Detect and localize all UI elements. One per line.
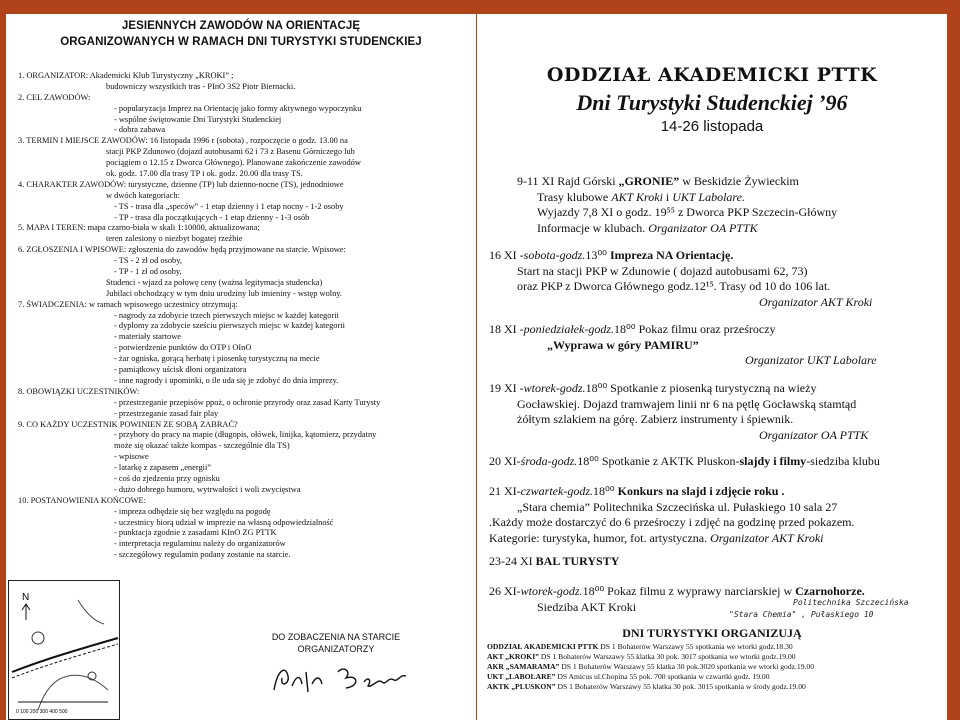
event-item — [477, 174, 947, 236]
event-text: Czarnohorze. — [795, 584, 865, 598]
event-line — [477, 338, 947, 354]
event-text: Organizator UKT Labolare — [745, 353, 877, 367]
event-text: Organizator OA PTTK — [645, 220, 758, 235]
regulation-line: 8. OBOWIĄZKI UCZESTNIKÓW: — [18, 386, 140, 396]
event-text: slajdy i filmy — [739, 454, 807, 468]
event-text: 18⁰⁰ Spotkanie z AKTK Pluskon- — [577, 454, 740, 468]
event-text: Trasy klubowe — [537, 189, 612, 204]
regulation-line: - przybory do pracy na mapie (długopis, ołówek, linijka, kątomierz, przydatny — [114, 430, 377, 440]
regulation-line: 9. CO KAŻDY UCZESTNIK POWINIEN ZE SOBĄ ZABRAĆ? — [18, 419, 238, 429]
event-line — [477, 205, 947, 221]
event-text: Konkurs na slajd i zdjęcie roku . — [617, 484, 785, 498]
footer-organizers: ORGANIZATORZY — [297, 644, 375, 654]
event-text: 18⁰⁰ — [593, 484, 618, 498]
event-line — [477, 322, 947, 338]
event-text: Organizator OA PTTK — [759, 427, 869, 442]
regulation-line: - latarkę z zapasem „energii” — [114, 463, 212, 473]
event-item — [477, 248, 947, 310]
event-line — [477, 381, 947, 397]
event-item — [477, 454, 947, 470]
regulation-line: budowniczy wszystkich tras - PInO 3S2 Piotr Biernacki. — [106, 81, 296, 91]
event-text: Start na stacji PKP w Zdunowie ( dojazd autobusami 62, 73) — [517, 263, 808, 278]
regulation-line: - wspólne świętowanie Dni Turystyki Studenckiej — [114, 114, 282, 124]
event-text: 23-24 XI — [489, 554, 536, 568]
footer-see-you: DO ZOBACZENIA NA STARCIE — [271, 632, 401, 642]
event-text: poniedziałek-godz. — [523, 322, 614, 336]
map-north-label: N — [22, 592, 30, 603]
organizer-signature — [268, 662, 418, 698]
organizer-club-line: UKT „LABOLARE” DS Amicus ul.Chopina 55 pok. 700 spotkania w czwartki godz. 19.00 — [487, 672, 770, 681]
regulation-line: - uczestnicy biorą udział w imprezie na własną odpowiedzialność — [114, 517, 334, 527]
regulation-line: - dyplomy za zdobycie sześciu pierwszych miejsc w każdej kategorii — [114, 321, 345, 331]
event-text: -siedziba klubu — [806, 454, 880, 468]
event-text: „Wyprawa w góry PAMIRU” — [547, 337, 699, 352]
regulation-line: - TP - trasa dla początkujących - 1 etap dzienny - 1-3 osób — [114, 212, 310, 222]
regulations-text — [18, 70, 468, 560]
event-text: Kategorie: turystyka, humor, fot. artystyczna. — [489, 530, 708, 545]
event-text: Organizator AKT Kroki — [707, 530, 824, 545]
event-text: środa-godz. — [520, 454, 578, 468]
left-title-1: JESIENNYCH ZAWODÓW NA ORIENTACJĘ — [121, 20, 361, 32]
event-line — [477, 554, 947, 570]
event-text: UKT Labolare. — [672, 189, 745, 204]
event-text: 19 XI - — [489, 381, 524, 395]
event-text: wtorek-godz. — [523, 381, 586, 395]
left-page — [6, 14, 476, 720]
left-title-2: ORGANIZOWANYCH W RAMACH DNI TURYSTYKI STUDENCKIEJ — [60, 36, 422, 48]
event-line — [477, 279, 947, 295]
regulation-line: 3. TERMIN I MIEJSCE ZAWODÓW: 16 listopada 1996 r (sobota) , rozpoczęcie o godz. 13.00 na — [18, 136, 348, 146]
organizer-club-line: AKT „KROKI” DS 1 Bohaterów Warszawy 55 klatka 30 pok. 3017 spotkania we wtorki godz.19.00 — [487, 652, 796, 661]
event-text: 18⁰⁰ Spotkanie z piosenką turystyczną na wieży — [585, 381, 817, 395]
event-text: i — [662, 189, 673, 204]
event-line — [477, 295, 947, 311]
regulation-line: - punktacja zgodnie z zasadami KInO ZG PTTK — [114, 528, 277, 538]
event-text: 18⁰⁰ Pokaz filmu z wyprawy narciarskiej w — [582, 584, 796, 598]
organizers-list — [487, 642, 937, 692]
regulation-line: - materiały startowe — [114, 332, 181, 342]
regulation-line: teren zalesiony o niezbyt bogatej rzeźbie — [106, 234, 243, 244]
event-text: „GRONIE” — [618, 174, 680, 188]
event-text: Wyjazdy 7,8 XI o godz. 19⁵⁵ z Dworca PKP Szczecin-Główny — [537, 205, 838, 219]
event-line — [477, 174, 947, 190]
event-text: Organizator AKT Kroki — [759, 294, 873, 309]
event-item — [477, 554, 947, 570]
event-text: 9-11 XI Rajd Górski — [517, 174, 619, 188]
event-line — [477, 412, 947, 428]
event-line — [477, 500, 947, 516]
regulation-line: Jubilaci obchodzący w tym dniu urodziny lub imieniny - wstęp wolny. — [106, 288, 343, 298]
event-text: 16 XI - — [489, 248, 524, 262]
regulation-line: - wpisowe — [114, 452, 149, 462]
regulation-line: - coś do zjedzenia przy ognisku — [114, 473, 220, 483]
regulation-line: Studenci - wjazd za połowę ceny (ważna legitymacja studencka) — [106, 277, 323, 287]
regulation-line: w dwóch kategoriach: — [106, 190, 180, 200]
regulation-line: - przestrzeganie przepisów ppoż, o ochronie przyrody oraz zasad Karty Turysty — [114, 397, 381, 407]
regulation-line: 5. MAPA I TEREN: mapa czarno-biała w skali 1:10000, aktualizowana; — [18, 223, 260, 233]
regulation-line: - nagrody za zdobycie trzech pierwszych miejsc w każdej kategorii — [114, 310, 339, 320]
event-text: 18 XI - — [489, 322, 524, 336]
event-line — [477, 484, 947, 500]
poster-dates: 14-26 listopada — [660, 118, 764, 135]
event-text: żółtym szlakiem na górę. Zabierz instrumenty i śpiewnik. — [517, 412, 794, 426]
event-text: czwartek-godz. — [520, 484, 593, 498]
regulation-line: może się okazać także kompas - szczególnie dla TS) — [114, 441, 290, 451]
event-text: Siedziba AKT Kroki — [537, 599, 637, 614]
handwritten-note-2: "Stara Chemia" , Pułaskiego 10 — [729, 610, 874, 619]
event-line — [477, 221, 947, 237]
event-text: Informacje w klubach. — [537, 220, 646, 235]
event-text: 26 XI- — [489, 584, 521, 598]
event-text: AKT Kroki — [611, 189, 663, 204]
event-text: BAL TURYSTY — [535, 554, 620, 568]
organizer-club-line: ODDZIAŁ AKADEMICKI PTTK DS 1 Bohaterów Warszawy 55 spotkania we wtorki godz.18.30 — [487, 642, 793, 651]
event-line — [477, 428, 947, 444]
regulation-line: - TS - trasa dla „speców” - 1 etap dzienny i 1 etap nocny - 1-2 osoby — [114, 201, 344, 211]
event-item — [477, 381, 947, 443]
regulation-line: - impreza odbędzie się bez względu na pogodę — [114, 506, 271, 516]
event-text: oraz PKP z Dworca Głównego godz.12¹⁵. Trasy od 10 do 106 lat. — [517, 279, 831, 293]
regulation-line: - popularyzacja Imprez na Orientację jako formy aktywnego wypoczynku — [114, 103, 362, 113]
regulation-line: 7. ŚWIADCZENIA: w ramach wpisowego uczestnicy otrzymują: — [18, 299, 238, 309]
regulation-line: 6. ZGŁOSZENIA I WPISOWE: zgłoszenia do zawodów będą przyjmowane na starcie. Wpisowe: — [18, 245, 346, 255]
regulation-line: stacji PKP Zdunowo (dojazd autobusami 62 i 73 z Basenu Górniczego lub — [106, 147, 355, 157]
event-line — [477, 264, 947, 280]
regulation-line: - TP - 1 zł od osoby, — [114, 267, 182, 277]
event-text: Impreza NA Orientację. — [606, 248, 734, 262]
event-text: Gocławskiej. Dojazd tramwajem linii nr 6 na pętlę Gocławską stamtąd — [517, 396, 857, 411]
regulation-line: - szczegółowy regulamin podany zostanie na starcie. — [114, 550, 291, 560]
event-line — [477, 531, 947, 547]
regulation-line: 4. CHARAKTER ZAWODÓW: turystyczne, dzienne (TP) lub dzienno-nocne (TS), jednodniowe — [18, 179, 344, 189]
event-line — [477, 515, 947, 531]
poster-subtitle: Dni Turystyki Studenckiej ’96 — [576, 90, 848, 115]
regulation-line: - inne nagrody i upominki, o ile uda się je zdobyć do dnia imprezy. — [114, 375, 339, 385]
event-text: wtorek-godz. — [520, 584, 583, 598]
regulation-line: - dużo dobrego humoru, wytrwałości i woli zwycięstwa — [114, 484, 301, 494]
regulation-line: - potwierdzenie punktów do OTP i OInO — [114, 343, 252, 353]
organizers-header: DNI TURYSTYKI ORGANIZUJĄ — [622, 626, 802, 640]
regulation-line: - pamiątkowy uścisk dłoni organizatora — [114, 365, 247, 375]
event-text: w Beskidzie Żywieckim — [679, 174, 799, 188]
regulation-line: - TS - 2 zł od osoby, — [114, 256, 182, 266]
event-text: .Każdy może dostarczyć do 6 prześroczy i zdjęć na godzinę przed pokazem. — [489, 515, 855, 529]
handwritten-note-1: Politechnika Szczecińska — [793, 598, 909, 607]
event-line — [477, 397, 947, 413]
organizer-club-line: AKTK „PLUSKON” DS 1 Bohaterów Warszawy 55 klatka 30 pok. 3015 spotkania w środy godz.19.00 — [487, 682, 806, 691]
regulation-line: - przestrzeganie zasad fair play — [114, 408, 219, 418]
event-item — [477, 484, 947, 546]
regulation-line: ok. godz. 17.00 dla trasy TP i ok. godz. 20.00 dla trasy TS. — [106, 169, 303, 179]
event-line — [477, 454, 947, 470]
event-line — [477, 353, 947, 369]
regulation-line: - żar ogniska, gorącą herbatę i piosenkę turystyczną na mecie — [114, 354, 320, 364]
regulation-line: - interpretacja regulaminu należy do organizatorów — [114, 539, 286, 549]
organizer-club-line: AKR „SAMARAMA” DS 1 Bohaterów Warszawy 55 klatka 30 pok.3020 spotkania we wtorki godz.19.00 — [487, 662, 815, 671]
event-text: 21 XI- — [489, 484, 521, 498]
event-line — [477, 248, 947, 264]
regulation-line: - dobra zabawa — [114, 125, 166, 135]
event-item — [477, 322, 947, 369]
map-scale-label: 0 100 200 300 400 500 — [16, 709, 68, 715]
event-text: sobota-godz. — [523, 248, 586, 262]
regulation-line: 2. CEL ZAWODÓW: — [18, 92, 91, 102]
poster-title: ODDZIAŁ AKADEMICKI PTTK — [546, 64, 878, 86]
right-page — [477, 14, 947, 720]
regulation-line: 10. POSTANOWIENIA KOŃCOWE: — [18, 495, 146, 505]
event-text: „Stara chemia” Politechnika Szczecińska ul. Pułaskiego 10 sala 27 — [517, 499, 838, 514]
event-line — [477, 190, 947, 206]
regulation-line: 1. ORGANIZATOR: Akademicki Klub Turystyczny „KROKI” ; — [18, 71, 234, 80]
event-text: 20 XI- — [489, 454, 521, 468]
route-map-sketch — [8, 580, 120, 720]
event-text: 13⁰⁰ — [585, 248, 607, 262]
regulation-line: pociągiem o 12.15 z Dworca Głównego). Planowane zakończenie zawodów — [106, 158, 361, 168]
event-text: 18⁰⁰ Pokaz filmu oraz prześroczy — [614, 322, 776, 336]
